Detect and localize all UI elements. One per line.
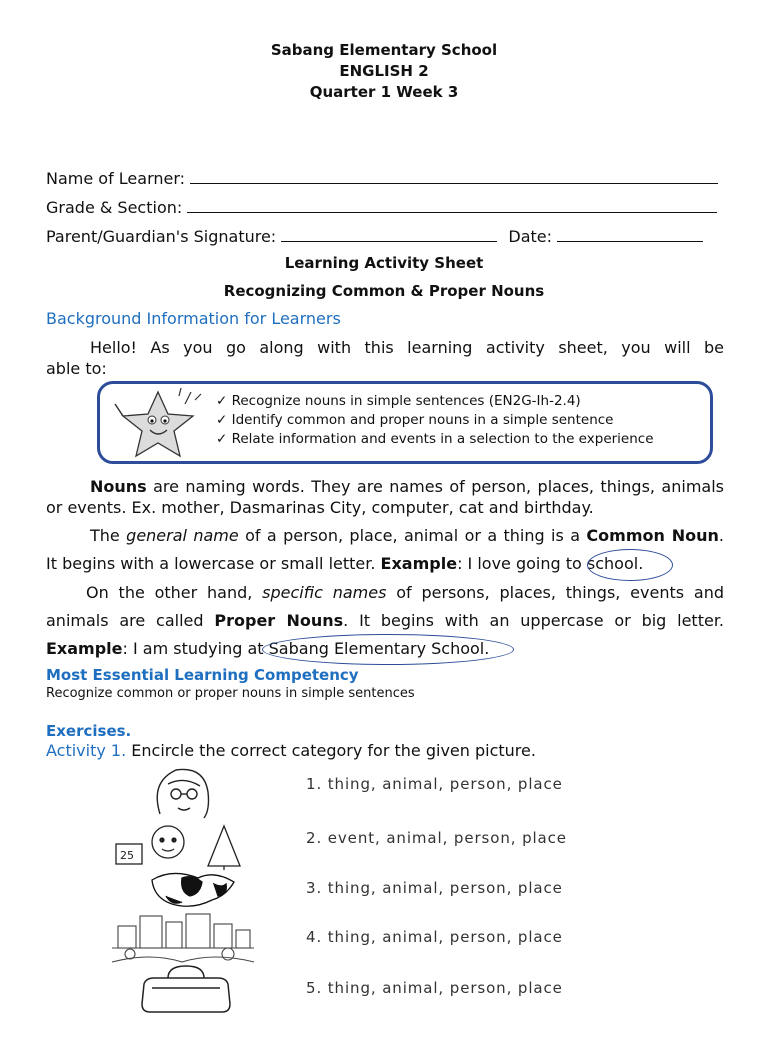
signature-label: Parent/Guardian's Signature: <box>46 227 277 246</box>
activity-item-5: 5. thing, animal, person, place <box>306 979 563 997</box>
city-picture-icon <box>110 910 256 966</box>
competency-text: Recognize common or proper nouns in simple sentences <box>46 686 415 701</box>
proper-noun-term: Proper Nouns <box>214 611 344 630</box>
common-noun-term: Common Noun <box>586 526 719 545</box>
worksheet-page <box>0 40 768 1064</box>
school-name: Sabang Elementary School <box>270 41 498 59</box>
proper-noun-line-2 <box>46 611 724 630</box>
proper-example-text: : I am studying at <box>122 639 269 658</box>
calendar-date: 25 <box>120 849 134 862</box>
activity-instruction <box>46 741 724 760</box>
common-example-text: : I love going to <box>457 554 587 573</box>
nouns-definition: are naming words. They are names of person, places, things, animals <box>146 477 724 496</box>
proper-text-pre: On the other hand, <box>86 583 263 602</box>
activity-text: Encircle the correct category for the given picture. <box>126 741 536 760</box>
exercises-heading: Exercises. <box>46 722 132 740</box>
objective-item: ✓ Recognize nouns in simple sentences (EN2G-Ih-2.4) <box>216 393 581 409</box>
date-line[interactable] <box>557 226 703 242</box>
signature-row <box>46 226 703 246</box>
intro-line-2: able to: <box>46 359 107 378</box>
proper-begins-text: . It begins with an uppercase or big letter. <box>343 611 725 630</box>
common-text-end: . <box>718 526 725 545</box>
learner-name-line[interactable] <box>190 168 718 184</box>
proper-called-text: animals are called <box>46 611 215 630</box>
objective-item: ✓ Relate information and events in a selection to the experience <box>216 431 654 447</box>
worksheet-header <box>0 40 768 103</box>
school-circle <box>587 549 673 581</box>
activity-item-3: 3. thing, animal, person, place <box>306 879 563 897</box>
nouns-line-1 <box>46 477 724 496</box>
star-mascot-icon <box>113 386 205 462</box>
proper-noun-line-1 <box>46 583 724 602</box>
cow-picture-icon <box>142 866 242 910</box>
quarter-week: Quarter 1 Week 3 <box>309 83 459 101</box>
nouns-term: Nouns <box>90 477 147 496</box>
proper-text-mid: of persons, places, things, events and <box>386 583 724 602</box>
activity-item-1: 1. thing, animal, person, place <box>306 775 563 793</box>
signature-line[interactable] <box>281 226 497 242</box>
nouns-line-2: or events. Ex. mother, Dasmarinas City, computer, cat and birthday. <box>46 498 594 517</box>
example-label: Example <box>380 554 458 573</box>
common-noun-line-1 <box>46 526 724 545</box>
objectives-list <box>216 392 654 449</box>
background-heading: Background Information for Learners <box>46 309 341 328</box>
sheet-title: Learning Activity Sheet <box>284 254 484 272</box>
learner-name-row <box>46 168 718 188</box>
date-label: Date: <box>508 227 553 246</box>
birthday-picture-icon <box>112 822 248 870</box>
intro-line-1: Hello! As you go along with this learning activity sheet, you will be <box>90 338 724 357</box>
common-text-mid: of a person, place, animal or a thing is a <box>238 526 587 545</box>
general-name-text: general name <box>126 526 239 545</box>
common-example-word: school. <box>586 554 644 573</box>
common-text-pre: The <box>90 526 127 545</box>
lesson-title: Recognizing Common & Proper Nouns <box>223 282 545 300</box>
grade-section-row <box>46 197 717 217</box>
example-label: Example <box>46 639 123 658</box>
objective-item: ✓ Identify common and proper nouns in a simple sentence <box>216 412 614 428</box>
bag-picture-icon <box>138 964 234 1014</box>
common-begins-text: It begins with a lowercase or small letter. <box>46 554 381 573</box>
activity-item-4: 4. thing, animal, person, place <box>306 928 563 946</box>
proper-example-word: Sabang Elementary School. <box>268 639 490 658</box>
activity-item-2: 2. event, animal, person, place <box>306 829 567 847</box>
competency-heading: Most Essential Learning Competency <box>46 666 359 684</box>
grade-section-label: Grade & Section: <box>46 198 183 217</box>
school-name-circle <box>262 634 514 665</box>
grade-section-line[interactable] <box>187 197 717 213</box>
specific-names-text: specific names <box>262 583 387 602</box>
subject-name: ENGLISH 2 <box>339 62 429 80</box>
activity-label: Activity 1. <box>46 741 127 760</box>
learner-name-label: Name of Learner: <box>46 169 186 188</box>
girl-picture-icon <box>146 762 220 822</box>
